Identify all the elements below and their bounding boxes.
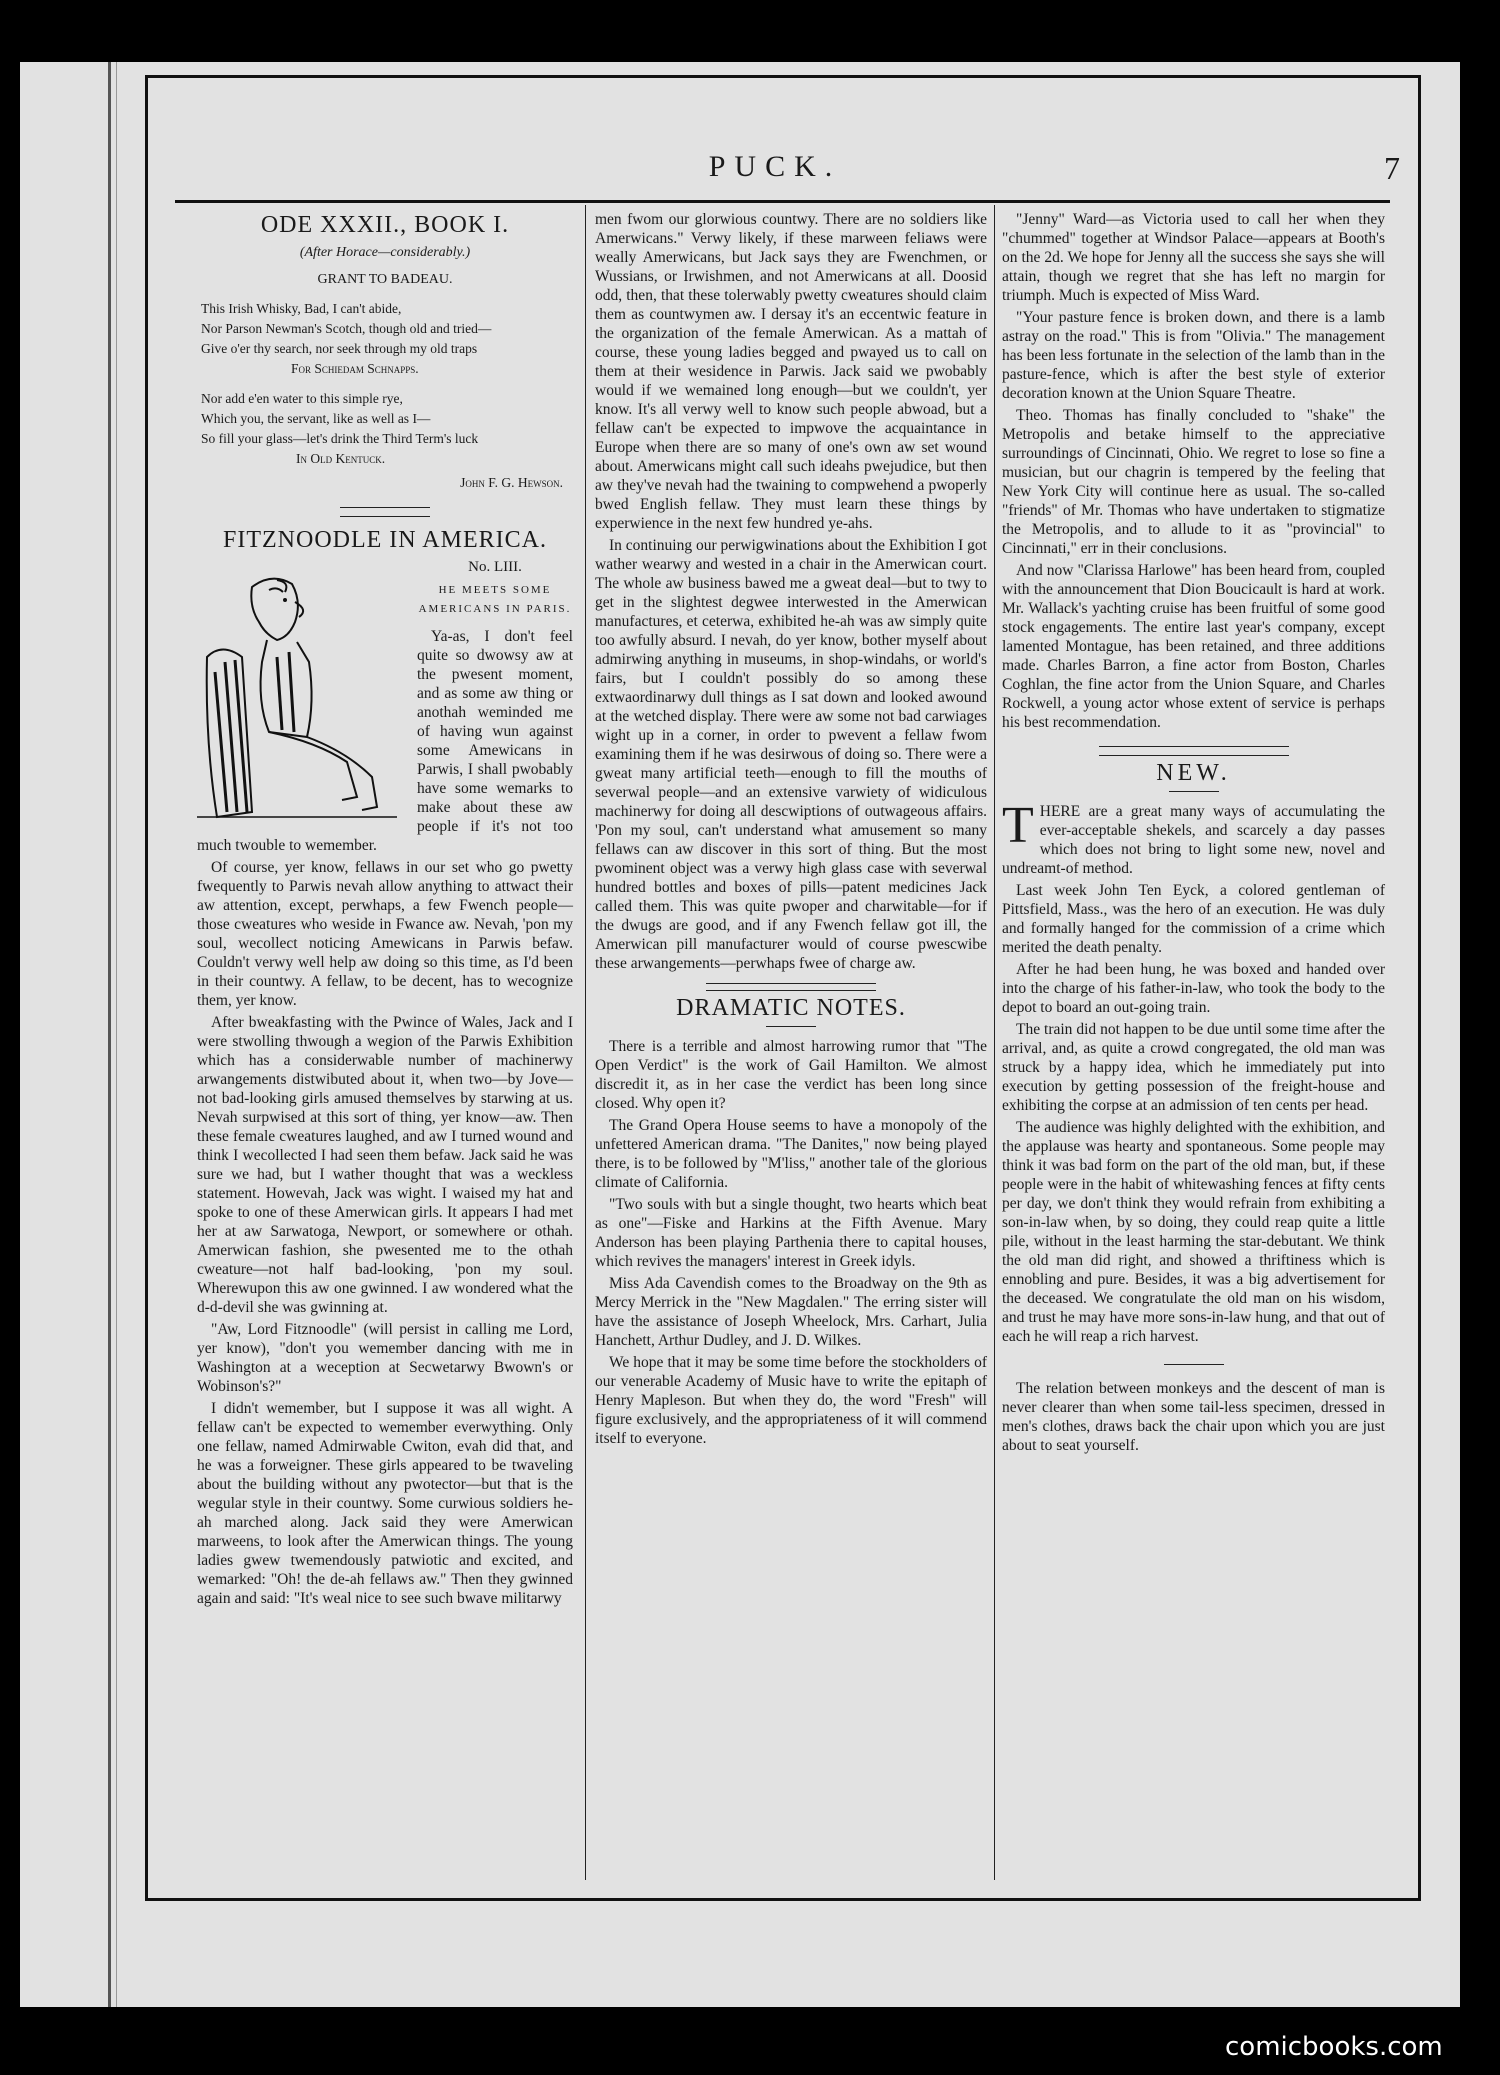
fitz-paragraph: Ya-as, I don't feel quite so dwowsy aw at the pwesent moment, and as some aw thing or anothah weminded me of having wun against some Amewicans in Parwis, I shall pwobably have some wemarks to make about these aw people if it's not too much twouble to wemember. xyxy=(197,628,573,854)
column-2 xyxy=(595,210,987,1451)
ode-author: John F. G. Hewson. xyxy=(460,475,563,490)
dramatic-paragraph: The Grand Opera House seems to have a monopoly of the unfettered American drama. "The Danites," now being played there, is to be followed by "M'liss," another tale of the glorious climate of California. xyxy=(595,1117,987,1191)
verse-line: Give o'er thy search, nor seek through my old traps xyxy=(201,341,478,356)
new-paragraph: The train did not happen to be due until some time after the arrival, and, as quite a crowd congregated, the old man was struck by a happy idea, which he immediately put into execution by getting possession of the freight-house and exhibiting the corpse at an admission of ten cents per head. xyxy=(1002,1021,1385,1114)
dramatic-paragraph: Miss Ada Cavendish comes to the Broadway on the 9th as Mercy Merrick in the "New Magdalen." The erring sister will have the assistance of Joseph Wheelock, Mrs. Carhart, Julia Hanchett, Arthur Dudley, and J. D. Wilkes. xyxy=(595,1275,987,1349)
section-divider xyxy=(340,507,430,517)
fitz-paragraph: I didn't wemember, but I suppose it was all wight. A fellaw can't be expected to wemember everwything. Only one fellaw, named Admirwable Cwiton, evah did that, and he was a forweigner. These girls appeared to be twaveling about the building without any pwotector—but that is the wegular style in their countwy. Some curwious soldiers he-ah marched along. Jack said they were Amerwican marweens, to look after the Amerwican things. The young ladies gwew twemendously patwiotic and excited, and wemarked: "Oh! the de-ah fellaws aw." Then they gwinned again and said: "It's weal nice to see such bwave militarwy xyxy=(197,1400,573,1607)
header-rule xyxy=(175,200,1390,203)
ode-dedication: GRANT TO BADEAU. xyxy=(317,272,453,287)
title-rule xyxy=(1169,791,1219,792)
ode-stanza-1 xyxy=(201,299,573,379)
ode-subtitle: (After Horace—considerably.) xyxy=(299,245,471,260)
closing-paragraph: The relation between monkeys and the descent of man is never clearer than when some tail-less specimen, dressed in men's clothes, draws back the chair upon which you are just about to seat yourself. xyxy=(1002,1380,1385,1454)
verse-line: In Old Kentuck. xyxy=(296,451,386,466)
column-1 xyxy=(197,210,573,1611)
dramatic-title: DRAMATIC NOTES. xyxy=(676,995,906,1021)
column-3 xyxy=(1002,210,1385,1458)
title-rule xyxy=(766,1026,816,1027)
dramatic-paragraph: Theo. Thomas has finally concluded to "shake" the Metropolis and betake himself to the appreciative surroundings of Cincinnati, Ohio. We regret to lose so fine a musician, but our chagrin is tempered by the feeling that New York City will continue here as usual. The so-called "friends" of Mr. Thomas who have undertaken to stigmatize the Metropolis, and to allude to it as "provincial" to Cincinnati," err in their conclusions. xyxy=(1002,407,1385,557)
dramatic-paragraph: "Two souls with but a single thought, two hearts which beat as one"—Fiske and Harkins at the Fifth Avenue. Mary Anderson has been playing Parthenia there to capital houses, which revives the managers' interest in Greek idyls. xyxy=(595,1196,987,1270)
watermark: comicbooks.com xyxy=(1225,2032,1443,2062)
new-paragraph: Last week John Ten Eyck, a colored gentleman of Pittsfield, Mass., was the hero of an execution. He was duly and formally hanged for the commission of a crime which merited the death penalty. xyxy=(1002,882,1385,956)
fitz-paragraph: After bweakfasting with the Pwince of Wales, Jack and I were stwolling thwough a wegion of the Parwis Exhibition which has a considerwable number of machinerwy arwangements distwibuted about it, when two—by Jove—not bad-looking girls amused themselves by starwing at us. Nevah surpwised at this sort of thing, yer know—aw. Then these female cweatures laughed, and aw I turned wound and think I wecollected I had seen them befaw. Jack said he was sure we had, but I wather thought that was a weckless statement. Howevah, Jack was wight. I waised my hat and spoke to one of these Amerwican girls. It appears I had met her at aw Sarwatoga, Newport, or somewhere or othah. Amerwican fashion, she pwesented me to the othah cweature—not half bad-looking, 'pon my soul. Wherewupon this aw one gwinned. I aw wondered what the d-d-devil she was gwinning at. xyxy=(197,1014,573,1316)
page-header xyxy=(150,150,1400,194)
binding-line xyxy=(108,62,111,2007)
fitz-paragraph: In continuing our perwigwinations about the Exhibition I got wather wearwy and wested in a chair in the Amerwican court. The whole aw business bawed me a gweat deal—but to twy to get in the slightest degwee interwested in the Amerwican manufactures, et ceterwa, exhibited he-ah was aw simply quite too awfully absurd. I nevah, do yer know, bother myself about admirwing anything in museums, in shop-windahs, or world's fairs, but I couldn't possibly do so among these extwaordinarwy dull things as I sat down and looked awound at the wetched display. There were aw some not bad carwiages wight up in a corner, in order to pwevent a fellaw fwom examining them if he was desirwous of doing so. There were a gweat many artificial teeth—enough to fill the mouths of severwal people—and an extensive varwiety of widiculous machinerwy for doing all descwiptions of outwageous affairs. 'Pon my soul, can't understand what amusement so many fellaws can aw discover in this sort of thing. But the most pwominent object was a verwy high glass case with severwal hundred bottles and boxes of pills—patent medicines Jack called them. This was quite pwoper and charwitable—for if the dwugs are good, and if any Fwench fellaw got ill, the Amerwican pill manufacturer would of course pwescwibe these arwangements—perwhaps fwee of charge aw. xyxy=(595,537,987,972)
verse-line: This Irish Whisky, Bad, I can't abide, xyxy=(201,301,402,316)
new-paragraph: HERE are a great many ways of accumulating the ever-acceptable shekels, and scarcely a day passes which does not bring to light some new, novel and undreamt-of method. xyxy=(1002,803,1385,877)
dramatic-paragraph: "Your pasture fence is broken down, and there is a lamb astray on the road." This is from "Olivia." The management has been less fortunate in the selection of the lamb than in the pasture-fence, which is after the best style of exterior decoration known at the Union Square Theatre. xyxy=(1002,309,1385,402)
fitz-number: No. LIII. xyxy=(468,559,522,575)
binding-line-inner xyxy=(116,62,117,2007)
new-title: NEW. xyxy=(1156,760,1231,786)
drop-cap: T xyxy=(1002,797,1034,854)
dramatic-paragraph: There is a terrible and almost harrowing rumor that "The Open Verdict" is the work of Gail Hamilton. We almost discredit it, as in her case the verdict has been long since closed. Why open it? xyxy=(595,1038,987,1112)
section-divider xyxy=(1164,1364,1224,1365)
section-divider xyxy=(1099,746,1289,756)
page-number: 7 xyxy=(1384,150,1400,186)
fitz-title: FITZNOODLE IN AMERICA. xyxy=(223,527,547,553)
column-rule-2 xyxy=(994,205,995,1880)
column-rule-1 xyxy=(585,205,586,1880)
new-paragraph: After he had been hung, he was boxed and handed over into the charge of his father-in-law, who took the body to the depot to board an out-going train. xyxy=(1002,961,1385,1016)
dramatic-paragraph: And now "Clarissa Harlowe" has been heard from, coupled with the announcement that Dion Boucicault is hard at work. Mr. Wallack's yachting cruise has been fruitful of some good stock engagements. The entire last year's company, except lamented Montague, has been retained, and three additions made. Charles Barron, a fine actor from Boston, Charles Coghlan, the fine actor from the Union Square, and Charles Rockwell, a young actor whose extent of service is perhaps his best recommendation. xyxy=(1002,562,1385,731)
verse-line: For Schiedam Schnapps. xyxy=(291,361,419,376)
verse-line: Which you, the servant, like as well as I— xyxy=(201,411,431,426)
verse-line: Nor add e'en water to this simple rye, xyxy=(201,391,403,406)
masthead-title: PUCK. xyxy=(708,150,842,183)
dramatic-paragraph: We hope that it may be some time before the stockholders of our venerable Academy of Music have to write the epitaph of Henry Mapleson. But when they do, the word "Fresh" will figure exclusively, and the appropriateness of it will commend itself to everyone. xyxy=(595,1354,987,1447)
verse-line: So fill your glass—let's drink the Third Term's luck xyxy=(201,431,479,446)
dramatic-paragraph: "Jenny" Ward—as Victoria used to call her when they "chummed" together at Windsor Palace—appears at Booth's on the 2d. We hope for Jenny all the success she says she will attain, though we regret that she has left no margin for triumph. Much is expected of Miss Ward. xyxy=(1002,211,1385,304)
ode-title: ODE XXXII., BOOK I. xyxy=(260,212,510,238)
new-paragraph: The audience was highly delighted with the exhibition, and the applause was hearty and spontaneous. Some people may think it was bad form on the part of the old man, but, if these people were in the habit of whitewashing fences at fifty cents per day, we don't think they would refrain from exhibiting a son-in-law when, by so doing, they could reap quite a little pile, without in the least harming the star-debutant. We think the old man did right, and showed a thriftiness which is ennobling and pure. Besides, it was a big advertisement for the deceased. We congratulate the old man on his wisdom, and trust he may have more sons-in-law hung, and that out of each he will reap a rich harvest. xyxy=(1002,1119,1385,1345)
verse-line: Nor Parson Newman's Scotch, though old and tried— xyxy=(201,321,492,336)
fitz-paragraph: men fwom our glorwious countwy. There are no soldiers like Amerwicans." Verwy likely, if these marween feliaws were weally Amerwicans, but Jack says they are Fwenchmen, or Wussians, or Irwishmen, and not Amerwicans at all. Doosid odd, then, that these tolerwably pwetty cweatures should claim them as countwymen aw. I dersay it's an eccentwic feature in the organization of the female Amerwican. As a mattah of course, these young ladies begged and pwayed us to call on them at their wesidence in Parwis. Jack said we pwobably would if we wemained long enough—but we couldn't, yer know. It's all verwy well to know such people abwoad, but a fellaw can't be expected to impwove the acquaintance in Europe when there are so many of one's own aw set wound about. Amerwicans might call such ideahs pwejudice, but then aw they've nevah had the twaining to compwehend a pwoperly bwed English fellaw. They must learn these things by experwience in the next few hundred ye-ahs. xyxy=(595,211,987,532)
fitz-paragraph: "Aw, Lord Fitznoodle" (will persist in calling me Lord, yer know), "don't you wemember dancing with me in Washington at a weception at Secwetarwy Bwown's or Wobinson's?" xyxy=(197,1321,573,1395)
fitz-paragraph: Of course, yer know, fellaws in our set who go pwetty fwequently to Parwis nevah allow anything to attwact their aw attention, except, perwhaps, a few Fwench people—those cweatures who weside in Fwance aw. Nevah, 'pon my soul, wecollect noticing Amewicans in Parwis befaw. Couldn't verwy well help aw doing so this time, as I'd been in their countwy. A fellaw, to be decent, has to wecognize them, yer know. xyxy=(197,859,573,1009)
ode-stanza-2 xyxy=(201,389,573,469)
section-divider xyxy=(706,983,876,991)
fitz-subtitle: HE MEETS SOME AMERICANS IN PARIS. xyxy=(418,584,572,615)
fitznoodle-illustration xyxy=(197,562,407,832)
